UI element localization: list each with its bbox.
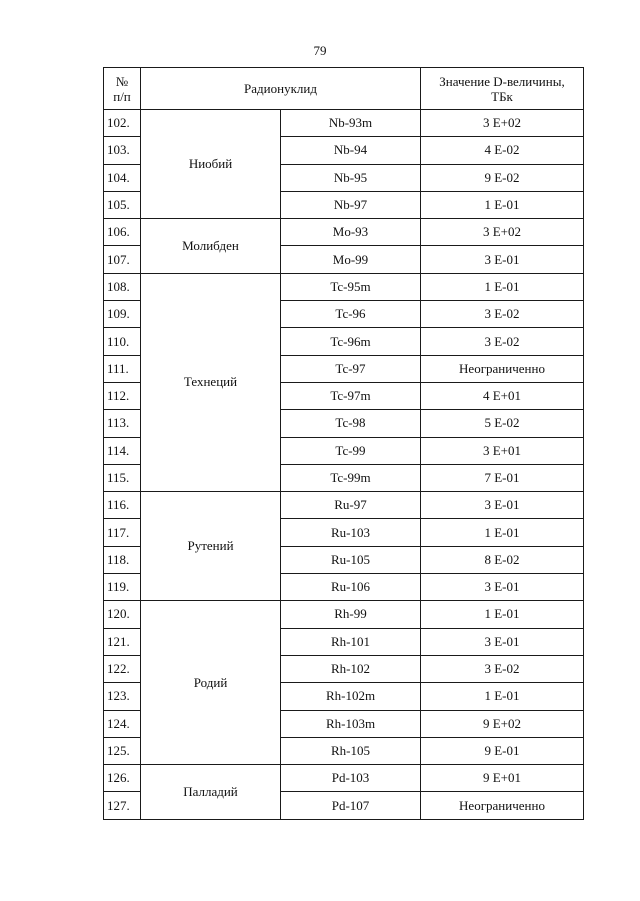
page-number: 79 [313,43,327,58]
nuclide-name: Nb-95 [281,164,421,191]
element-name: Родий [141,601,281,765]
header-number-line2: п/п [113,88,131,104]
row-number: 114. [104,437,141,464]
row-number: 111. [104,355,141,382]
row-number: 110. [104,328,141,355]
nuclide-name: Nb-97 [281,191,421,218]
nuclide-name: Rh-99 [281,601,421,628]
d-value: 3 E-01 [421,574,584,601]
nuclide-name: Tc-97 [281,355,421,382]
row-number: 108. [104,273,141,300]
d-value: 1 E-01 [421,519,584,546]
row-number: 113. [104,410,141,437]
table-header-row [104,68,584,110]
nuclide-name: Pd-103 [281,765,421,792]
header-value-line1: Значение D-величины, [439,73,565,89]
row-number: 127. [104,792,141,819]
header-number [104,68,141,110]
header-value [421,68,584,110]
d-value: 5 E-02 [421,410,584,437]
d-value: 8 E-02 [421,546,584,573]
nuclide-name: Mo-99 [281,246,421,273]
row-number: 105. [104,191,141,218]
nuclide-name: Tc-99 [281,437,421,464]
nuclide-name: Ru-105 [281,546,421,573]
d-value: 3 E+01 [421,437,584,464]
d-value: 9 E-01 [421,737,584,764]
row-number: 119. [104,574,141,601]
table-row [104,492,584,519]
table-row [104,601,584,628]
d-value: 3 E-02 [421,328,584,355]
row-number: 123. [104,683,141,710]
d-value: 9 E-02 [421,164,584,191]
row-number: 117. [104,519,141,546]
row-number: 124. [104,710,141,737]
d-value: 9 E+02 [421,710,584,737]
nuclide-name: Rh-103m [281,710,421,737]
d-value: 3 E-01 [421,628,584,655]
d-value-table [103,67,584,820]
row-number: 115. [104,464,141,491]
nuclide-name: Rh-102 [281,655,421,682]
nuclide-name: Rh-105 [281,737,421,764]
d-value: 1 E-01 [421,273,584,300]
row-number: 107. [104,246,141,273]
nuclide-name: Tc-99m [281,464,421,491]
element-name: Молибден [141,219,281,274]
row-number: 126. [104,765,141,792]
row-number: 102. [104,110,141,137]
header-radionuclide: Радионуклид [141,68,421,110]
d-value: 7 E-01 [421,464,584,491]
element-name: Рутений [141,492,281,601]
row-number: 104. [104,164,141,191]
row-number: 116. [104,492,141,519]
nuclide-name: Ru-97 [281,492,421,519]
d-value: Неограниченно [421,355,584,382]
table-row [104,273,584,300]
nuclide-name: Rh-102m [281,683,421,710]
table-row [104,219,584,246]
nuclide-name: Nb-93m [281,110,421,137]
d-value: 3 E+02 [421,110,584,137]
d-value: 3 E+02 [421,219,584,246]
element-name: Ниобий [141,110,281,219]
nuclide-name: Tc-96m [281,328,421,355]
row-number: 112. [104,382,141,409]
d-value: 3 E-01 [421,492,584,519]
table-row [104,110,584,137]
row-number: 125. [104,737,141,764]
element-name: Технеций [141,273,281,491]
nuclide-name: Mo-93 [281,219,421,246]
table-row [104,765,584,792]
nuclide-name: Tc-95m [281,273,421,300]
nuclide-name: Ru-103 [281,519,421,546]
header-number-line1: № [115,73,129,89]
row-number: 106. [104,219,141,246]
row-number: 118. [104,546,141,573]
nuclide-name: Rh-101 [281,628,421,655]
row-number: 121. [104,628,141,655]
d-value: 4 E+01 [421,382,584,409]
table-body [104,110,584,820]
nuclide-name: Pd-107 [281,792,421,819]
nuclide-name: Tc-96 [281,301,421,328]
nuclide-name: Tc-98 [281,410,421,437]
nuclide-name: Tc-97m [281,382,421,409]
d-value: 4 E-02 [421,137,584,164]
nuclide-name: Ru-106 [281,574,421,601]
d-value: 1 E-01 [421,601,584,628]
d-value: 3 E-02 [421,301,584,328]
d-value: 1 E-01 [421,683,584,710]
element-name: Палладий [141,765,281,820]
row-number: 103. [104,137,141,164]
d-value: 3 E-01 [421,246,584,273]
row-number: 109. [104,301,141,328]
header-value-line2: ТБк [491,88,513,104]
d-value: 1 E-01 [421,191,584,218]
nuclide-name: Nb-94 [281,137,421,164]
d-value: Неограниченно [421,792,584,819]
row-number: 122. [104,655,141,682]
d-value: 3 E-02 [421,655,584,682]
d-value: 9 E+01 [421,765,584,792]
row-number: 120. [104,601,141,628]
